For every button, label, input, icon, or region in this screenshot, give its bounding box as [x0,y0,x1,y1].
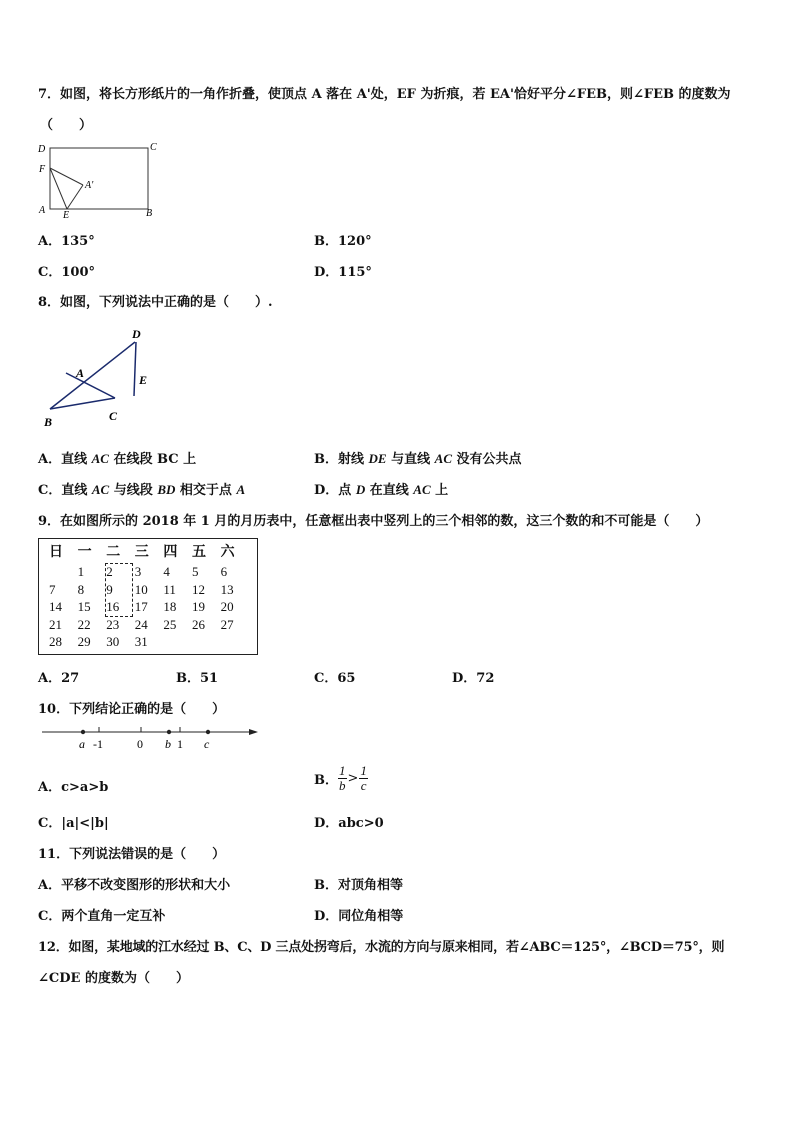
q8-option-d-text1: 在直线 [369,483,409,498]
q7-label-b: B [146,208,153,219]
q8-option-c-math3: A [236,482,246,497]
calendar-day: 7 [49,581,56,597]
calendar-row [49,563,249,581]
greater-than-sign: > [347,771,359,786]
q11-stem: 11．下列说法错误的是（ ） [38,847,226,862]
calendar-header-row [49,543,249,563]
q8-option-c-text1: 与线段 [113,483,153,498]
calendar-day: 2 [106,564,113,579]
q12-stem-line2: ∠CDE 的度数为（ ） [38,971,189,986]
calendar-row [49,581,249,599]
calendar-day: 1 [77,564,85,579]
q8-label-d: D [132,327,141,341]
point-b-dot [167,730,171,734]
q8-label-b: B [44,415,53,429]
calendar-day: 26 [191,616,205,632]
numberline-label-a: a [79,737,85,751]
calendar-day: 17 [134,599,148,615]
q8-option-a-label: A．直线 [38,452,88,467]
q8-label-c: C [109,409,118,423]
q8-option-c-label: C．直线 [38,483,88,498]
q7-option-a[interactable]: A．135° [38,234,95,249]
calendar-day: 25 [163,616,177,632]
q7-option-c[interactable]: C．100° [38,265,95,280]
calendar-row [49,616,249,634]
q8-option-b-math2: AC [434,451,453,466]
fraction-numerator: 1 [339,763,346,778]
q10-option-c[interactable]: C．|a|<|b| [38,816,109,831]
calendar-day: 10 [134,581,148,597]
calendar-day: 3 [134,564,142,579]
q11-option-b[interactable]: B．对顶角相等 [314,878,403,893]
q10-option-b[interactable] [314,764,368,793]
calendar-day [49,563,78,581]
calendar-day [192,633,221,651]
fraction-denominator: c [360,778,367,793]
numberline-label-minus1: -1 [93,737,103,751]
q10-stem: 10．下列结论正确的是（ ） [38,702,226,717]
calendar-header-cell: 日 [49,544,63,561]
q8-lines-figure [36,322,166,430]
calendar-day: 28 [49,634,62,650]
q8-option-d-label: D．点 [314,483,352,498]
calendar-day: 24 [134,616,148,632]
calendar-day: 27 [220,616,234,632]
fraction-1-over-b [338,764,347,793]
calendar-row [49,633,249,651]
q11-option-d[interactable]: D．同位角相等 [314,909,404,924]
fraction-numerator: 1 [360,763,367,778]
q9-option-c[interactable]: C．65 [314,671,356,686]
q10-option-a[interactable]: A．c>a>b [38,780,109,795]
q8-option-d-text2: 上 [435,483,449,498]
q7-label-a-prime: A' [85,180,94,191]
numberline-label-b: b [165,737,171,751]
q8-stem: 8．如图，下列说法中正确的是（ ）. [38,295,273,310]
calendar-day: 19 [191,599,205,615]
calendar-day: 9 [106,581,113,597]
q9-option-b[interactable]: B．51 [176,671,219,686]
q7-label-f: F [39,164,46,175]
calendar-row [49,598,249,616]
point-c-dot [206,730,210,734]
q10-number-line [38,722,264,754]
q10-option-b-label: B． [314,773,338,788]
calendar-day: 20 [220,599,234,615]
q8-option-b-math1: DE [368,451,387,466]
calendar-day [163,633,192,651]
calendar-day: 5 [191,564,199,579]
calendar-day: 21 [49,616,62,632]
calendar-day: 16 [106,599,120,615]
calendar-day: 30 [106,634,120,650]
q12-stem-line1: 12．如图，某地域的江水经过 B、C、D 三点处拐弯后，水流的方向与原来相同，若∠ABC＝125°，∠BCD＝75°，则 [38,940,725,955]
calendar-day: 18 [163,599,177,615]
q7-label-a: A [39,205,46,216]
q8-option-a-text: 在线段 BC 上 [113,452,197,467]
calendar-day: 13 [220,581,234,597]
numberline-label-one: 1 [177,737,183,751]
q10-option-d[interactable]: D．abc>0 [314,816,384,831]
q8-label-e: E [139,373,148,387]
q7-stem: 7．如图，将长方形纸片的一角作折叠，使顶点 A 落在 A'处，EF 为折痕，若 EA'恰好平分∠FEB，则∠FEB 的度数为 [38,87,731,102]
calendar-header-cell: 三 [134,544,149,561]
q7-label-d: D [38,144,46,155]
calendar-header-cell: 五 [191,544,206,561]
calendar-day [221,633,250,651]
q8-option-c-math2: BD [157,482,176,497]
q8-option-a-math: AC [91,451,109,466]
q8-option-c[interactable] [38,479,245,498]
q8-option-c-math1: AC [91,482,110,497]
numberline-label-c: c [204,737,210,751]
q9-option-a[interactable]: A．27 [38,671,80,686]
q11-option-c[interactable]: C．两个直角一定互补 [38,909,166,924]
calendar-day: 31 [134,634,148,650]
fraction-denominator: b [339,778,346,793]
calendar-header-cell: 二 [106,544,121,561]
q8-label-a: A [76,366,85,380]
calendar-day: 4 [163,564,170,579]
q7-option-b[interactable]: B．120° [314,234,372,249]
q8-option-b-text1: 与直线 [391,452,431,467]
q8-option-a[interactable] [38,448,196,467]
q7-option-d[interactable]: D．115° [314,265,372,280]
calendar-day: 23 [106,616,120,632]
q7-answer-blank: （ ） [40,118,93,133]
q9-stem: 9．在如图所示的 2018 年 1 月的月历表中，任意框出表中竖列上的三个相邻的数，这三个数的和不可能是（ ） [38,514,709,529]
q9-option-d[interactable]: D．72 [452,671,495,686]
calendar-header-cell: 一 [77,544,92,561]
calendar-day: 6 [220,564,228,579]
q8-option-d-math1: D [355,482,366,497]
calendar-day: 15 [77,599,91,615]
q7-label-c: C [150,142,157,153]
calendar-day: 22 [77,616,91,632]
q9-calendar [38,538,258,655]
q8-option-b[interactable] [314,448,522,467]
q8-option-d-math2: AC [413,482,431,497]
q11-option-a[interactable]: A．平移不改变图形的形状和大小 [38,878,231,893]
calendar-day: 12 [191,581,205,597]
q7-rectangle-figure [34,138,164,220]
point-a-dot [81,730,85,734]
calendar-header-cell: 六 [220,544,235,561]
calendar-day: 8 [77,581,85,597]
q8-option-c-text2: 相交于点 [179,483,232,498]
calendar-day: 14 [49,599,62,615]
fraction-1-over-c [359,764,368,793]
q7-label-e: E [63,210,70,220]
calendar-table [49,543,249,651]
calendar-day: 11 [163,581,176,597]
calendar-day: 29 [77,634,91,650]
calendar-selection-box [105,563,133,617]
q8-option-d[interactable] [314,479,448,498]
q8-option-b-text2: 没有公共点 [456,452,522,467]
numberline-label-zero: 0 [137,737,143,751]
calendar-header-cell: 四 [163,544,178,561]
q8-option-b-label: B．射线 [314,452,364,467]
